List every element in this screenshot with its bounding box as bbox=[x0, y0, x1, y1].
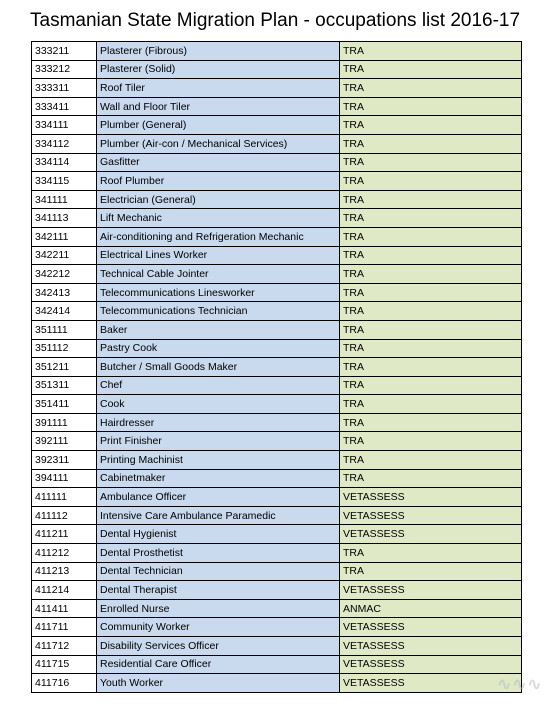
occupation-code-cell: 351211 bbox=[32, 358, 97, 377]
occupation-name-cell: Intensive Care Ambulance Paramedic bbox=[97, 506, 340, 525]
table-row bbox=[32, 544, 522, 563]
table-row bbox=[32, 432, 522, 451]
occupation-name-cell: Plumber (General) bbox=[97, 116, 340, 135]
occupation-name-cell: Cabinetmaker bbox=[97, 469, 340, 488]
occupation-name-cell: Pastry Cook bbox=[97, 339, 340, 358]
assessing-authority-cell: TRA bbox=[340, 209, 522, 228]
occupation-code-cell: 334111 bbox=[32, 116, 97, 135]
table-row bbox=[32, 525, 522, 544]
occupation-code-cell: 391111 bbox=[32, 413, 97, 432]
table-row bbox=[32, 172, 522, 191]
occupation-name-cell: Roof Tiler bbox=[97, 79, 340, 98]
assessing-authority-cell: TRA bbox=[340, 79, 522, 98]
assessing-authority-cell: TRA bbox=[340, 358, 522, 377]
occupation-code-cell: 411411 bbox=[32, 599, 97, 618]
table-row bbox=[32, 358, 522, 377]
table-row bbox=[32, 599, 522, 618]
occupation-code-cell: 392111 bbox=[32, 432, 97, 451]
occupation-code-cell: 334112 bbox=[32, 134, 97, 153]
occupation-name-cell: Telecommunications Technician bbox=[97, 302, 340, 321]
occupation-name-cell: Dental Therapist bbox=[97, 581, 340, 600]
assessing-authority-cell: TRA bbox=[340, 451, 522, 470]
occupation-code-cell: 342211 bbox=[32, 246, 97, 265]
assessing-authority-cell: TRA bbox=[340, 413, 522, 432]
table-row bbox=[32, 116, 522, 135]
table-row bbox=[32, 413, 522, 432]
occupation-name-cell: Electrical Lines Worker bbox=[97, 246, 340, 265]
occupation-code-cell: 333211 bbox=[32, 42, 97, 61]
occupation-code-cell: 351112 bbox=[32, 339, 97, 358]
table-row bbox=[32, 488, 522, 507]
occupation-name-cell: Community Worker bbox=[97, 618, 340, 637]
occupation-name-cell: Electrician (General) bbox=[97, 190, 340, 209]
occupation-code-cell: 334114 bbox=[32, 153, 97, 172]
page-title: Tasmanian State Migration Plan - occupations list 2016-17 bbox=[30, 10, 521, 31]
assessing-authority-cell: TRA bbox=[340, 376, 522, 395]
occupation-code-cell: 411214 bbox=[32, 581, 97, 600]
table-row bbox=[32, 562, 522, 581]
occupation-code-cell: 341113 bbox=[32, 209, 97, 228]
table-row bbox=[32, 376, 522, 395]
occupation-name-cell: Lift Mechanic bbox=[97, 209, 340, 228]
occupation-name-cell: Wall and Floor Tiler bbox=[97, 97, 340, 116]
table-row bbox=[32, 320, 522, 339]
occupation-code-cell: 411715 bbox=[32, 655, 97, 674]
occupation-name-cell: Dental Technician bbox=[97, 562, 340, 581]
assessing-authority-cell: VETASSESS bbox=[340, 618, 522, 637]
assessing-authority-cell: TRA bbox=[340, 134, 522, 153]
table-row bbox=[32, 190, 522, 209]
table-row bbox=[32, 395, 522, 414]
occupation-name-cell: Plumber (Air-con / Mechanical Services) bbox=[97, 134, 340, 153]
occupation-name-cell: Disability Services Officer bbox=[97, 637, 340, 656]
assessing-authority-cell: TRA bbox=[340, 97, 522, 116]
occupation-name-cell: Plasterer (Solid) bbox=[97, 60, 340, 79]
occupation-name-cell: Enrolled Nurse bbox=[97, 599, 340, 618]
table-row bbox=[32, 302, 522, 321]
occupation-name-cell: Print Finisher bbox=[97, 432, 340, 451]
occupation-name-cell: Hairdresser bbox=[97, 413, 340, 432]
assessing-authority-cell: TRA bbox=[340, 469, 522, 488]
table-row bbox=[32, 265, 522, 284]
assessing-authority-cell: TRA bbox=[340, 60, 522, 79]
assessing-authority-cell: TRA bbox=[340, 116, 522, 135]
table-row bbox=[32, 246, 522, 265]
assessing-authority-cell: TRA bbox=[340, 395, 522, 414]
table-row bbox=[32, 134, 522, 153]
assessing-authority-cell: TRA bbox=[340, 339, 522, 358]
occupation-code-cell: 333311 bbox=[32, 79, 97, 98]
table-row bbox=[32, 153, 522, 172]
occupation-code-cell: 411213 bbox=[32, 562, 97, 581]
occupations-table bbox=[31, 41, 522, 693]
assessing-authority-cell: TRA bbox=[340, 302, 522, 321]
assessing-authority-cell: TRA bbox=[340, 190, 522, 209]
occupation-name-cell: Plasterer (Fibrous) bbox=[97, 42, 340, 61]
occupation-name-cell: Roof Plumber bbox=[97, 172, 340, 191]
table-row bbox=[32, 506, 522, 525]
occupation-name-cell: Dental Prosthetist bbox=[97, 544, 340, 563]
table-row bbox=[32, 60, 522, 79]
assessing-authority-cell: TRA bbox=[340, 544, 522, 563]
occupation-name-cell: Youth Worker bbox=[97, 674, 340, 693]
table-row bbox=[32, 209, 522, 228]
assessing-authority-cell: TRA bbox=[340, 246, 522, 265]
table-row bbox=[32, 79, 522, 98]
assessing-authority-cell: VETASSESS bbox=[340, 506, 522, 525]
occupation-code-cell: 351111 bbox=[32, 320, 97, 339]
table-row bbox=[32, 42, 522, 61]
occupation-code-cell: 342212 bbox=[32, 265, 97, 284]
assessing-authority-cell: TRA bbox=[340, 432, 522, 451]
watermark-logo: ∿∿∿ bbox=[496, 674, 542, 694]
assessing-authority-cell: VETASSESS bbox=[340, 581, 522, 600]
assessing-authority-cell: TRA bbox=[340, 227, 522, 246]
occupation-name-cell: Ambulance Officer bbox=[97, 488, 340, 507]
occupation-code-cell: 392311 bbox=[32, 451, 97, 470]
occupation-code-cell: 411712 bbox=[32, 637, 97, 656]
occupation-name-cell: Telecommunications Linesworker bbox=[97, 283, 340, 302]
occupation-name-cell: Gasfitter bbox=[97, 153, 340, 172]
assessing-authority-cell: VETASSESS bbox=[340, 637, 522, 656]
assessing-authority-cell: VETASSESS bbox=[340, 525, 522, 544]
occupation-code-cell: 333411 bbox=[32, 97, 97, 116]
occupation-name-cell: Residential Care Officer bbox=[97, 655, 340, 674]
assessing-authority-cell: TRA bbox=[340, 265, 522, 284]
assessing-authority-cell: TRA bbox=[340, 172, 522, 191]
table-row bbox=[32, 674, 522, 693]
assessing-authority-cell: TRA bbox=[340, 42, 522, 61]
table-row bbox=[32, 655, 522, 674]
occupation-name-cell: Butcher / Small Goods Maker bbox=[97, 358, 340, 377]
table-row bbox=[32, 451, 522, 470]
table-row bbox=[32, 339, 522, 358]
table-row bbox=[32, 637, 522, 656]
occupation-code-cell: 351411 bbox=[32, 395, 97, 414]
occupation-code-cell: 394111 bbox=[32, 469, 97, 488]
table-row bbox=[32, 469, 522, 488]
assessing-authority-cell: TRA bbox=[340, 153, 522, 172]
occupation-name-cell: Air-conditioning and Refrigeration Mechanic bbox=[97, 227, 340, 246]
assessing-authority-cell: TRA bbox=[340, 283, 522, 302]
occupation-code-cell: 342414 bbox=[32, 302, 97, 321]
occupation-name-cell: Technical Cable Jointer bbox=[97, 265, 340, 284]
occupation-code-cell: 411111 bbox=[32, 488, 97, 507]
occupation-code-cell: 342413 bbox=[32, 283, 97, 302]
occupation-name-cell: Chef bbox=[97, 376, 340, 395]
occupation-code-cell: 333212 bbox=[32, 60, 97, 79]
assessing-authority-cell: VETASSESS bbox=[340, 655, 522, 674]
table-row bbox=[32, 227, 522, 246]
occupation-name-cell: Baker bbox=[97, 320, 340, 339]
assessing-authority-cell: TRA bbox=[340, 562, 522, 581]
occupation-code-cell: 334115 bbox=[32, 172, 97, 191]
occupation-name-cell: Cook bbox=[97, 395, 340, 414]
occupation-code-cell: 411716 bbox=[32, 674, 97, 693]
occupation-code-cell: 341111 bbox=[32, 190, 97, 209]
table-row bbox=[32, 283, 522, 302]
occupation-code-cell: 411212 bbox=[32, 544, 97, 563]
occupation-code-cell: 411211 bbox=[32, 525, 97, 544]
occupation-code-cell: 351311 bbox=[32, 376, 97, 395]
table-row bbox=[32, 581, 522, 600]
table-row bbox=[32, 618, 522, 637]
occupation-code-cell: 411711 bbox=[32, 618, 97, 637]
assessing-authority-cell: ANMAC bbox=[340, 599, 522, 618]
occupation-name-cell: Printing Machinist bbox=[97, 451, 340, 470]
table-row bbox=[32, 97, 522, 116]
assessing-authority-cell: VETASSESS bbox=[340, 488, 522, 507]
occupation-code-cell: 411112 bbox=[32, 506, 97, 525]
assessing-authority-cell: VETASSESS bbox=[340, 674, 522, 693]
assessing-authority-cell: TRA bbox=[340, 320, 522, 339]
occupation-name-cell: Dental Hygienist bbox=[97, 525, 340, 544]
occupation-code-cell: 342111 bbox=[32, 227, 97, 246]
occupations-table-body bbox=[32, 42, 522, 693]
